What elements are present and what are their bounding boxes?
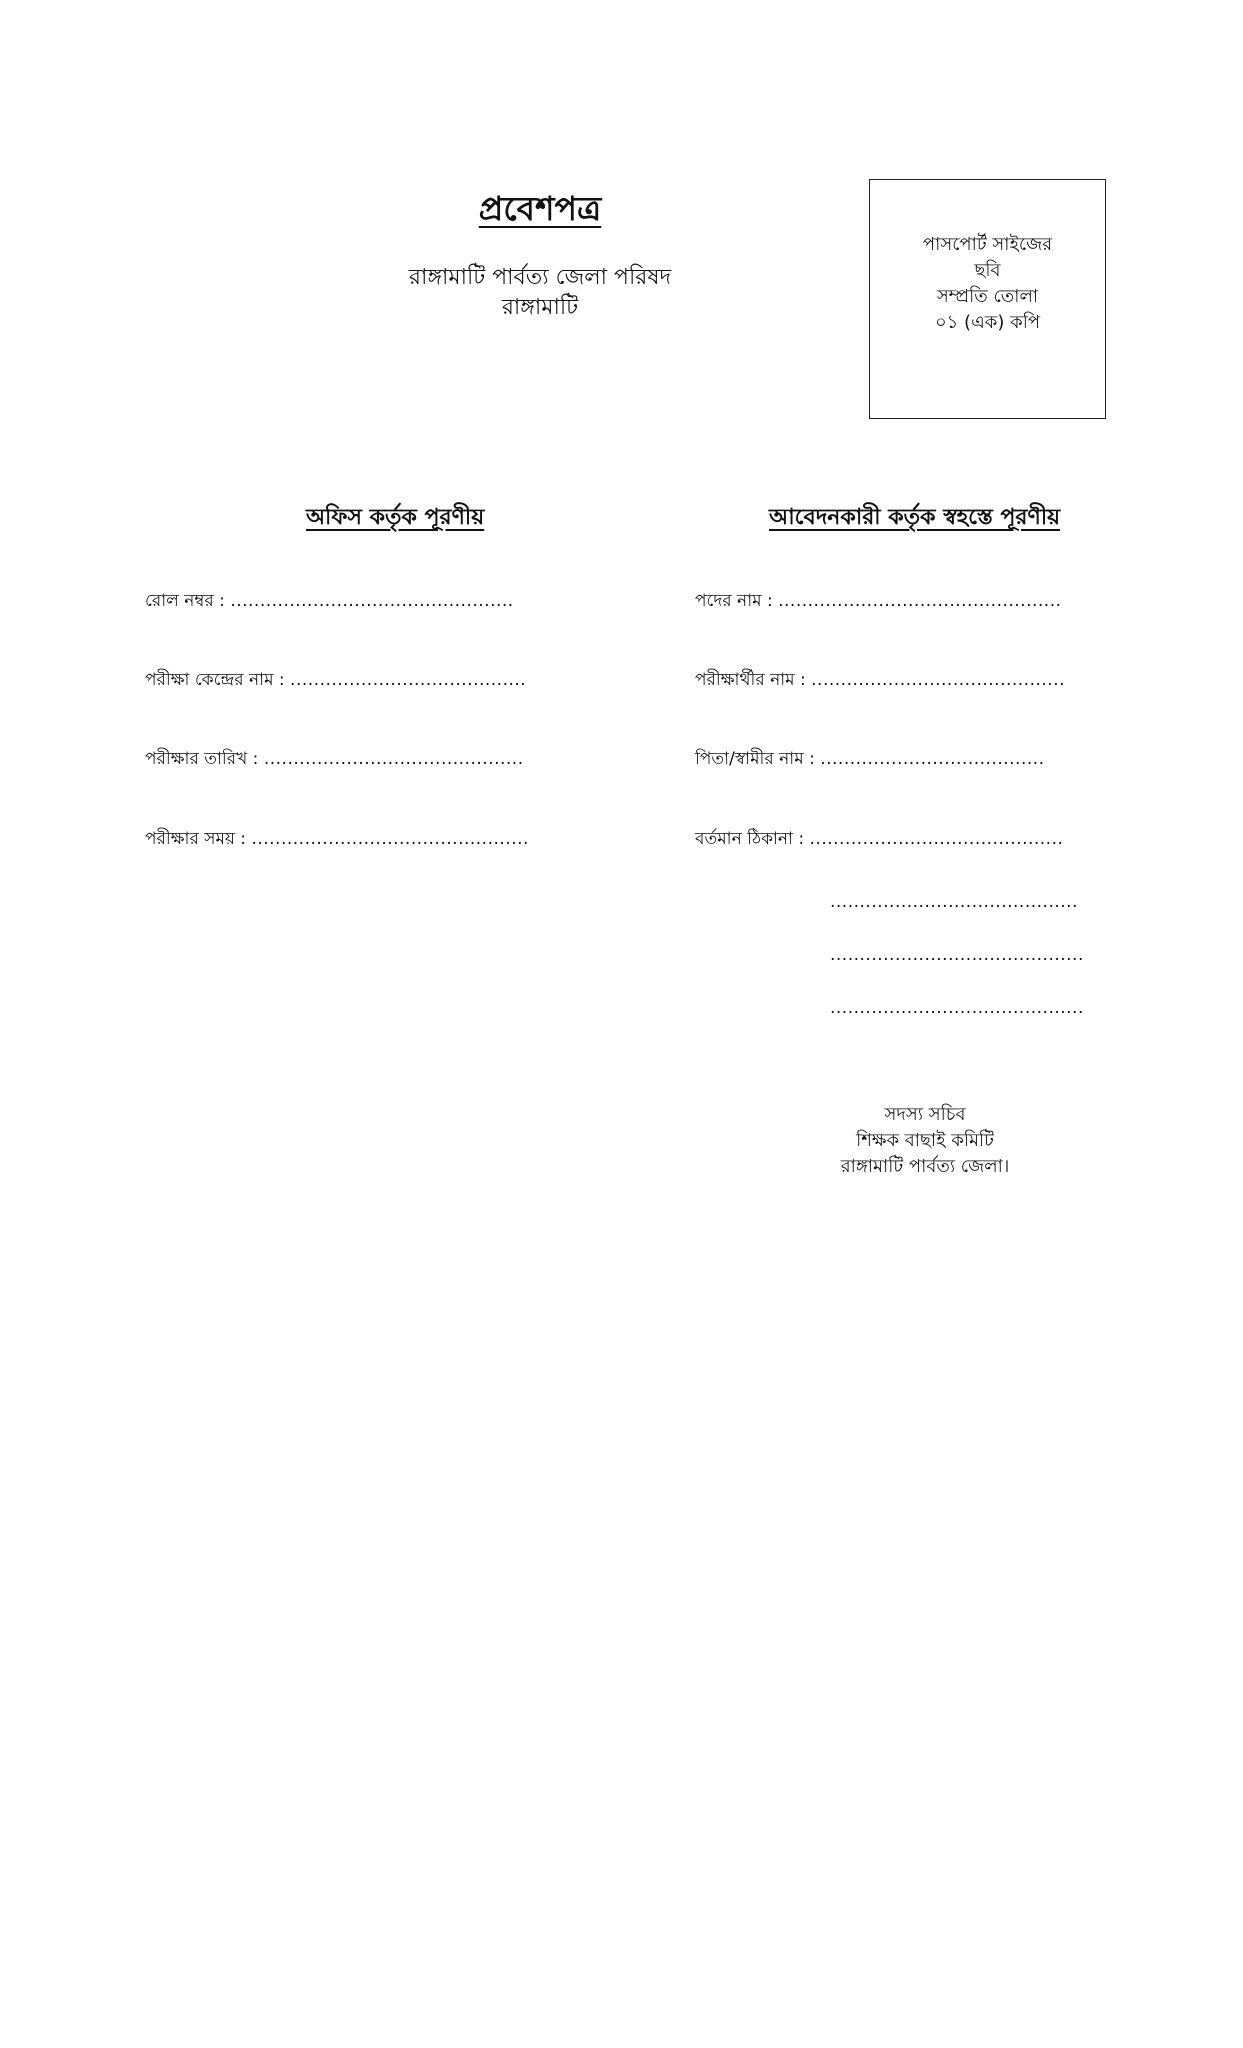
signature-district: রাঙ্গামাটি পার্বত্য জেলা।	[840, 1156, 1010, 1177]
field-blank: ...........................................	[811, 670, 1066, 690]
field-blank: ................................................	[230, 591, 514, 611]
field-label: পিতা/স্বামীর নাম :	[695, 749, 815, 769]
organization-location: রাঙ্গামাটি	[501, 295, 579, 320]
photo-instruction-line: ০১ (এক) কপি	[934, 312, 1041, 333]
exam-date-field[interactable]	[145, 746, 524, 774]
document-title: প্রবেশপত্র	[478, 189, 602, 228]
field-blank: ...........................................	[809, 829, 1064, 849]
candidate-name-field[interactable]	[695, 667, 1065, 695]
office-section-heading: অফিস কর্তৃক পূরণীয়	[306, 505, 485, 530]
photo-instruction-line: ছবি	[974, 260, 1001, 281]
field-label: রোল নম্বর :	[145, 591, 225, 611]
field-label: পরীক্ষার্থীর নাম :	[695, 670, 806, 690]
field-label: বর্তমান ঠিকানা :	[695, 829, 805, 849]
field-blank: ................................................	[778, 591, 1062, 611]
field-blank: ............................................	[263, 749, 524, 769]
field-label: পরীক্ষার সময় :	[145, 829, 247, 849]
signature-block	[810, 1102, 1040, 1180]
field-label: পরীক্ষা কেন্দ্রের নাম :	[145, 670, 285, 690]
field-blank: ......................................	[820, 749, 1045, 769]
photo-instruction-line: পাসপোর্ট সাইজের	[922, 234, 1053, 255]
photo-instruction-line: সম্প্রতি তোলা	[936, 286, 1039, 307]
field-label: পদের নাম :	[695, 591, 773, 611]
photo-instructions	[870, 232, 1105, 336]
exam-center-field[interactable]	[145, 667, 526, 695]
present-address-field[interactable]	[695, 826, 1063, 854]
address-continuation-line[interactable]: ...........................................	[830, 998, 1084, 1018]
organization-name: রাঙ্গামাটি পার্বত্য জেলা পরিষদ	[408, 265, 672, 290]
passport-photo-box	[869, 179, 1106, 419]
address-continuation-line[interactable]: ..........................................	[830, 892, 1078, 912]
signature-designation: সদস্য সচিব	[884, 1104, 966, 1125]
post-name-field[interactable]	[695, 588, 1062, 616]
father-husband-name-field[interactable]	[695, 746, 1045, 774]
roll-number-field[interactable]	[145, 588, 514, 616]
exam-time-field[interactable]	[145, 826, 529, 854]
field-blank: ........................................	[290, 670, 527, 690]
address-continuation-line[interactable]: ...........................................	[830, 945, 1084, 965]
field-label: পরীক্ষার তারিখ :	[145, 749, 259, 769]
applicant-section-heading: আবেদনকারী কর্তৃক স্বহস্তে পূরণীয়	[769, 505, 1061, 530]
field-blank: ...............................................	[251, 829, 529, 849]
signature-committee: শিক্ষক বাছাই কমিটি	[856, 1130, 994, 1151]
